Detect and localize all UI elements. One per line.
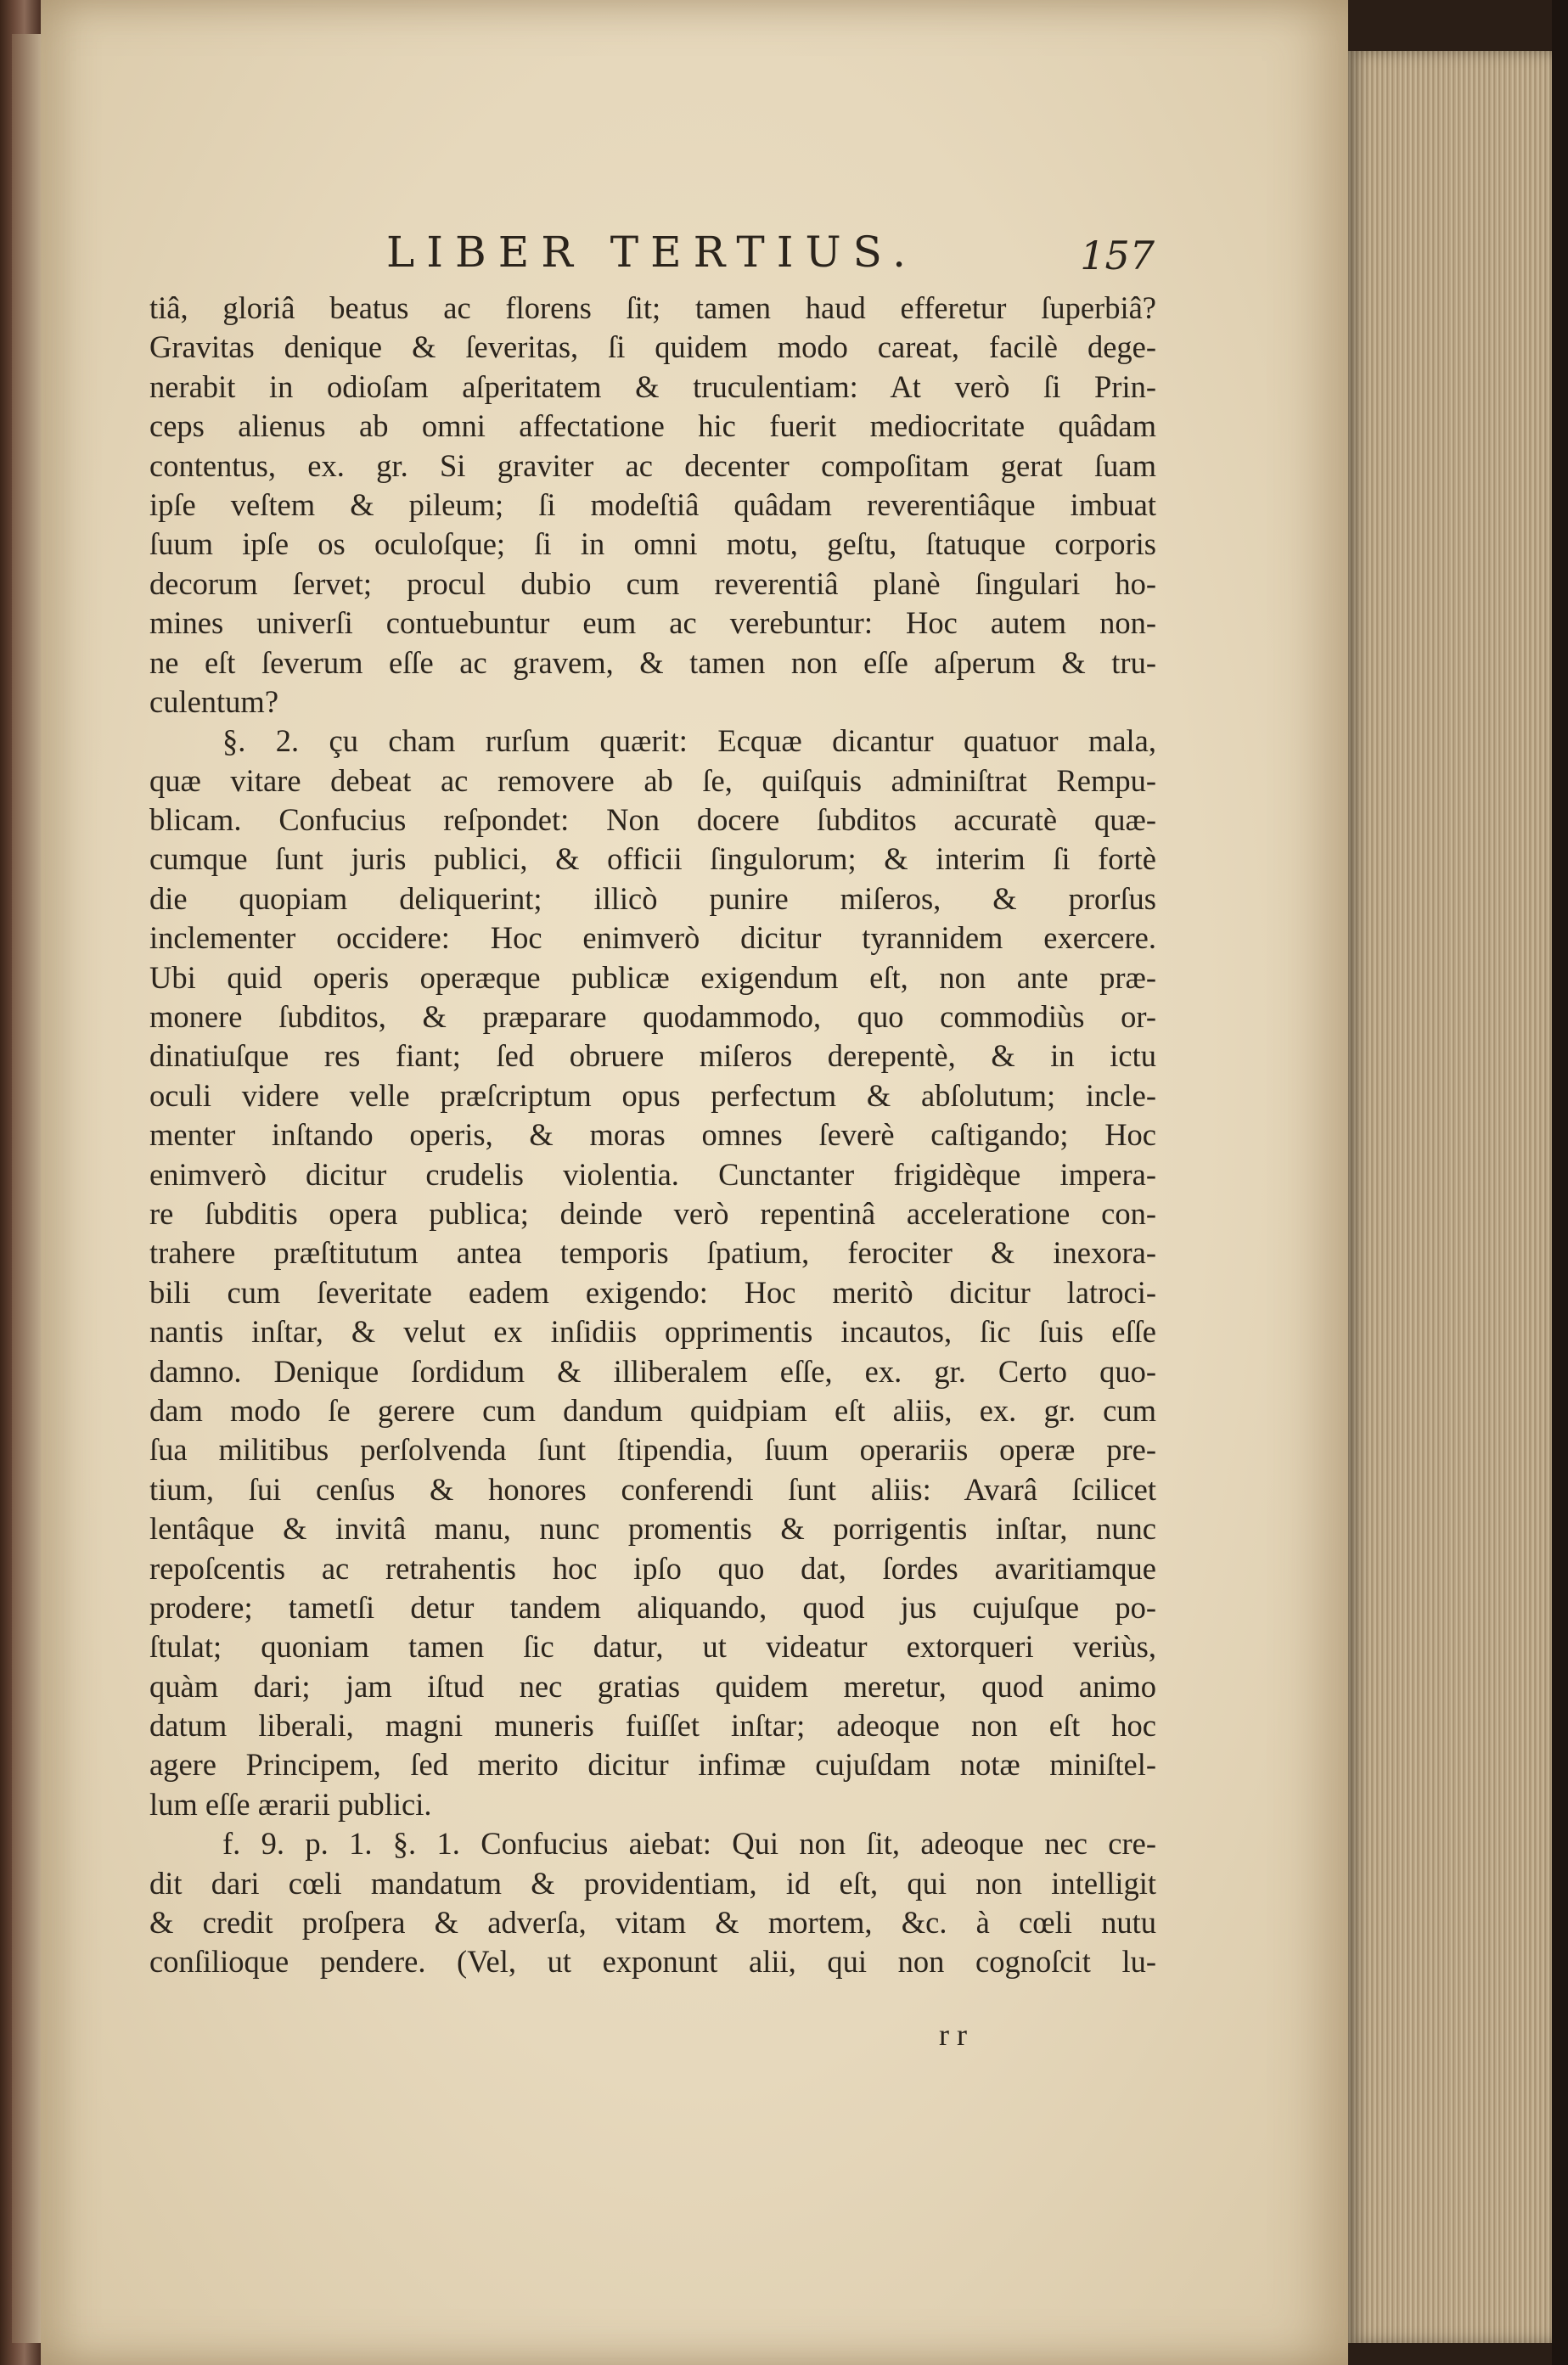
text-line: Gravitas denique & ſeveritas, ſi quidem modo careat, facilè dege- xyxy=(149,329,1156,365)
text-line: quæ vitare debeat ac removere ab ſe, quiſquis adminiſtrat Rempu- xyxy=(149,762,1156,798)
text-line: lum eſſe ærarii publici. xyxy=(149,1786,432,1822)
text-line: tium, ſui cenſus & honores conferendi ſunt aliis: Avarâ ſcilicet xyxy=(149,1471,1156,1507)
text-line: nerabit in odioſam aſperitatem & truculentiam: At verò ſi Prin- xyxy=(149,368,1156,404)
text-line: agere Principem, ſed merito dicitur infimæ cujuſdam notæ miniſtel- xyxy=(149,1747,1156,1783)
text-line: bili cum ſeveritate eadem exigendo: Hoc meritò dicitur latroci- xyxy=(149,1274,1156,1310)
text-line: lentâque & invitâ manu, nunc promentis & porrigentis inſtar, nunc xyxy=(149,1511,1156,1547)
text-line: culentum? xyxy=(149,683,279,719)
signature-mark: r r xyxy=(939,2018,967,2052)
text-line: quàm dari; jam iſtud nec gratias quidem meretur, quod animo xyxy=(149,1668,1156,1704)
text-line: inclementer occidere: Hoc enimverò dicitur tyrannidem exercere. xyxy=(149,920,1156,956)
text-line: menter inſtando operis, & moras omnes ſeverè caſtigando; Hoc xyxy=(149,1117,1156,1153)
text-line: ipſe veſtem & pileum; ſi modeſtiâ quâdam reverentiâque imbuat xyxy=(149,486,1156,522)
text-line: prodere; tametſi detur tandem aliquando, quod jus cujuſque po- xyxy=(149,1589,1156,1625)
text-line: damno. Denique ſordidum & illiberalem eſſe, ex. gr. Certo quo- xyxy=(149,1353,1156,1389)
text-line: tiâ, gloriâ beatus ac florens ſit; tamen haud efferetur ſuperbiâ? xyxy=(149,290,1156,325)
text-line: decorum ſervet; procul dubio cum reverentiâ planè ſingulari ho- xyxy=(149,565,1156,601)
paragraph-start-line: §. 2. çu cham rurſum quærit: Ecquæ dicantur quatuor mala, xyxy=(222,723,1156,759)
text-line: ſua militibus perſolvenda ſunt ſtipendia, ſuum operariis operæ pre- xyxy=(149,1432,1156,1468)
text-line: cumque ſunt juris publici, & officii ſingulorum; & interim ſi fortè xyxy=(149,841,1156,877)
back-cover-edge xyxy=(1552,0,1568,2365)
text-line: oculi videre velle præſcriptum opus perfectum & abſolutum; incle- xyxy=(149,1077,1156,1113)
text-line: dit dari cœli mandatum & providentiam, id eſt, qui non intelligit xyxy=(149,1865,1156,1901)
text-line: mines univerſi contuebuntur eum ac verebuntur: Hoc autem non- xyxy=(149,605,1156,641)
text-line: trahere præſtitutum antea temporis ſpatium, ferociter & inexora- xyxy=(149,1235,1156,1271)
text-line: Ubi quid operis operæque publicæ exigendum eſt, non ante præ- xyxy=(149,959,1156,995)
page-header xyxy=(153,228,1155,287)
text-line: ne eſt ſeverum eſſe ac gravem, & tamen non eſſe aſperum & tru- xyxy=(149,644,1156,680)
text-line: ſtulat; quoniam tamen ſic datur, ut videatur extorqueri veriùs, xyxy=(149,1629,1156,1665)
text-line: re ſubditis opera publica; deinde verò repentinâ acceleratione con- xyxy=(149,1195,1156,1231)
text-line: enimverò dicitur crudelis violentia. Cunctanter frigidèque impera- xyxy=(149,1156,1156,1192)
text-line: datum liberali, magni muneris fuiſſet inſtar; adeoque non eſt hoc xyxy=(149,1708,1156,1744)
running-head: LIBER TERTIUS. xyxy=(386,228,918,277)
paragraph-start-line: f. 9. p. 1. §. 1. Confucius aiebat: Qui non ſit, adeoque nec cre- xyxy=(222,1826,1156,1862)
text-line: & credit proſpera & adverſa, vitam & mortem, &c. à cœli nutu xyxy=(149,1905,1156,1941)
text-line: nantis inſtar, & velut ex inſidiis opprimentis incautos, ſic ſuis eſſe xyxy=(149,1314,1156,1350)
text-line: repoſcentis ac retrahentis hoc ipſo quo dat, ſordes avaritiamque xyxy=(149,1550,1156,1586)
page-fore-edge xyxy=(1348,51,1552,2343)
text-line: monere ſubditos, & præparare quodammodo, quo commodiùs or- xyxy=(149,999,1156,1035)
text-line: ceps alienus ab omni affectatione hic fuerit mediocritate quâdam xyxy=(149,408,1156,444)
page-number: 157 xyxy=(1080,233,1155,278)
body-text xyxy=(149,289,1156,1982)
text-line: conſilioque pendere. (Vel, ut exponunt alii, qui non cognoſcit lu- xyxy=(149,1944,1156,1980)
text-line: ſuum ipſe os oculoſque; ſi in omni motu, geſtu, ſtatuque corporis xyxy=(149,526,1156,562)
text-line: dam modo ſe gerere cum dandum quidpiam eſt aliis, ex. gr. cum xyxy=(149,1392,1156,1428)
text-line: blicam. Confucius reſpondet: Non docere ſubditos accuratè quæ- xyxy=(149,802,1156,838)
text-line: die quopiam deliquerint; illicò punire miſeros, & prorſus xyxy=(149,880,1156,916)
text-line: dinatiuſque res fiant; ſed obruere miſeros derepentè, & in ictu xyxy=(149,1038,1156,1074)
text-line: contentus, ex. gr. Si graviter ac decenter compoſitam gerat ſuam xyxy=(149,447,1156,483)
